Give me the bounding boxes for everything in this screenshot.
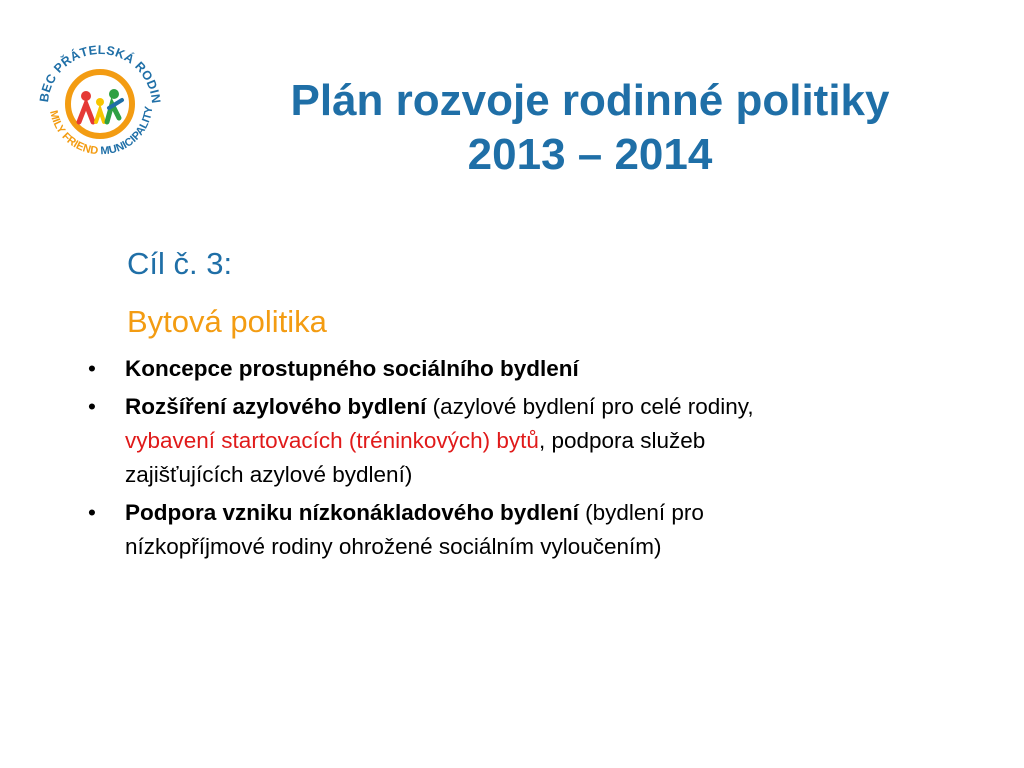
bullet-2-bold: Rozšíření azylového bydlení xyxy=(125,394,427,419)
logo-bottom-right-text: MUNICIPALITY xyxy=(100,105,156,158)
bullet-item-housing-concept xyxy=(0,352,1000,386)
bullet-list xyxy=(0,352,1000,568)
slide-title-line-2: 2013 – 2014 xyxy=(467,130,713,179)
bullet-2-text-c: zajišťujících azylové bydlení) xyxy=(125,462,413,487)
bullet-1-bold: Koncepce prostupného sociálního bydlení xyxy=(125,356,579,381)
logo-figure-green-head xyxy=(109,89,119,99)
logo-figure-yellow-body xyxy=(96,110,104,122)
svg-text:OBEC PŘÁTELSKÁ RODINĚ xyxy=(26,26,163,104)
logo-top-text: BEC PŘÁTELSKÁ RODIN xyxy=(37,42,164,105)
goal-name: Bytová politika xyxy=(127,304,327,339)
bullet-3-bold: Podpora vzniku nízkonákladového bydlení xyxy=(125,500,579,525)
bullet-3-text-b: nízkopříjmové rodiny ohrožené sociálním vyloučením) xyxy=(125,534,662,559)
bullet-symbol: • xyxy=(88,356,96,381)
bullet-2-text-b: , podpora služeb xyxy=(538,428,706,453)
slide-title-line-1: Plán rozvoje rodinné politiky xyxy=(290,76,890,125)
bullet-symbol: • xyxy=(88,500,96,525)
slide-title xyxy=(180,74,1000,182)
logo-graphic xyxy=(26,26,174,174)
family-friendly-municipality-logo xyxy=(26,26,174,174)
bullet-3-text-a: (bydlení pro xyxy=(578,500,704,525)
bullet-item-asylum-housing xyxy=(0,390,1000,492)
logo-bottom-left-text: MILY FRIEND xyxy=(47,109,99,158)
bullet-2-text-a: (azylové bydlení pro celé rodiny, xyxy=(426,394,754,419)
bullet-symbol: • xyxy=(88,394,96,419)
bullet-2-red-text: vybavení startovacích (tréninkových) bytů xyxy=(125,428,539,453)
goal-label: Cíl č. 3: xyxy=(127,246,233,281)
bullet-item-low-cost-housing xyxy=(0,496,1000,564)
logo-figure-red-body xyxy=(79,104,93,122)
